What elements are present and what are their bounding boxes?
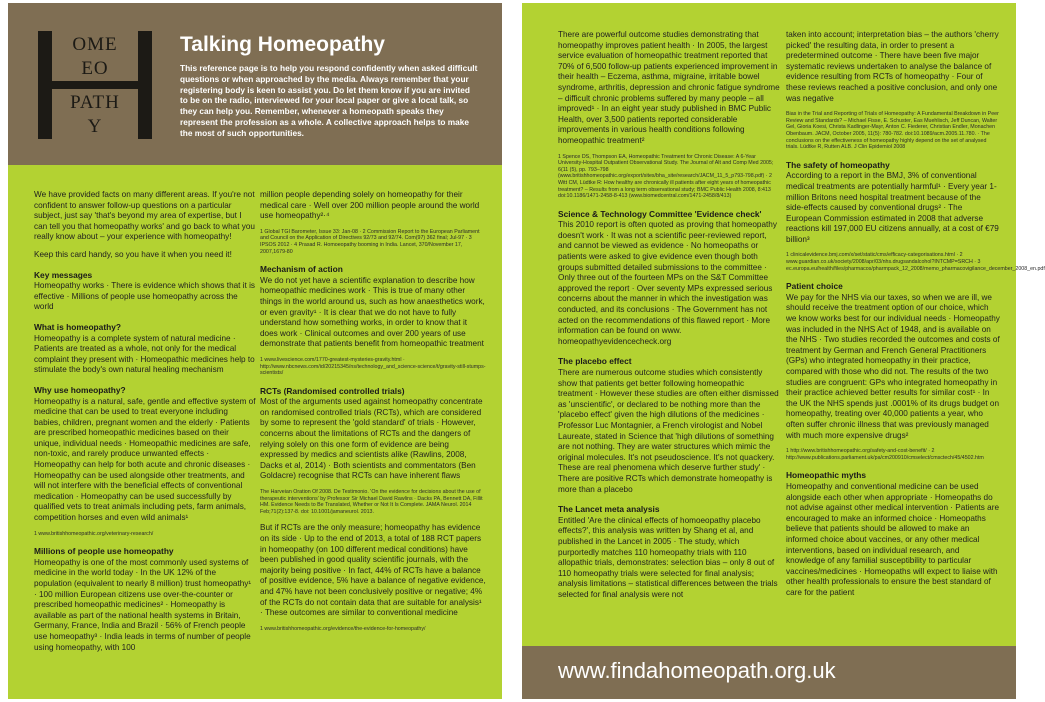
section-heading: What is homeopathy?: [34, 321, 122, 332]
footer-url: www.findahomeopath.org.uk: [558, 658, 836, 683]
reference: 1 clinicalevidence.bmj.com/x/set/static/cms/efficacy-categorisations.html · 2 www.guardian.co.uk/society/2008/apr/03/nhs.drugsandalcohol?INTCMP=SRCH · 3 ec.europa.eu/health/files/pharmacos/pharmpack_12_2008/memo_pharmacovigilance_december_2008_en.pdf: [786, 252, 1045, 272]
section-text: taken into account; interpretation bias – the authors 'cherry picked' the resulting data, in order to present a predetermined outcome · There have been five major systematic reviews undertaken to analyse the balance of evidence resulting from RCTs of homeopathy · Four of these reviews reached a positive conclusion, and only one was negative: [786, 30, 999, 103]
section-text: Most of the arguments used against homeopathy concentrate on randomised controlled trials (RCTs), which are considered by some to represent the 'gold standard' of trials · However, concerns about the limitations of RCTs and the dangers of relying solely on this one form of evidence are being expressed by medics and scientists alike (Rawlins, 2008, Dacks et al, 2014) · Both scientists and commentators (Ben Goldacre) recognise that RCTs can have inherent flaws: [260, 397, 483, 481]
section-heading: The placebo effect: [558, 356, 632, 367]
reference: 1 www.britishhomeopathic.org/evidence/the-evidence-for-homeopathy/: [260, 625, 426, 632]
keep-card-note: Keep this card handy, so you have it when you need it!: [34, 249, 232, 259]
reference: Bias in the Trial and Reporting of Trials of Homeopathy: A Fundamental Breakdown in Peer Review and Standards? – Michael Fisse, E. Schuster, Eas Muehlisch, Jeff Duncan, Walter Gel, Gioria Koesi, Christa Kadlinger-Mayr, Anton C. Fiederer, Christian Endler, Monachen Obenbaum. JACM, October 2005, 11(5): 780-782. doi:10.1089/acm.2005.11.780. · The conclusions on the effectiveness of homeopathy highly depend on the set of analysed trials. Lüdtke R, Rutten ALB. J Clin Epidemiol 2008: [786, 111, 999, 151]
section-text: Homeopathy is one of the most commonly used systems of medicine in the world today · In the UK 12% of the population (equivalent to nearly 8 million) trust homeopathy¹ · 100 million European citizens use over-the-counter or prescribed homeopathic medicines² · Homeopathy is available as part of the national health systems in Britain, Germany, France, India and Brazil · 56% of French people use homeopathy³ · India leads in terms of number of people using homeopathy, with 100: [34, 557, 252, 652]
reference: 1 Spence DS, Thompson EA, Homeopathic Treatment for Chronic Disease: A 6-Year University-Hospital Outpatient Observational Study. The Journal of Alt and Comp Med 2005; 6(11 (5), pp. 793–798 (www.britishhomeopathic.org/export/sites/bha_site/research/JACM_11_5_p793-798.pdf) · 2 Witt CM, Lüdtke R: How healthy are chronically ill patients after eight years of homeopathic treatment? – Results from a long term observational study; BMC Public Health 2008, 8:413 doi:10.1186/1471-2458-8-413 (www.biomedcentral.com/1471-2458/8/413): [558, 153, 774, 200]
reference: 1 Global TGI Barometer, Issue 33: Jan-08 · 2 Commission Report to the European Parliament and Council on the Application of Directives 92/73 and 92/74. Com(97) 362 final; Jul-97 · 3 IPSOS 2012 · 4 Prasad R. Homoeopathy booming in India. Lancet, 370/November 17, 2007,1679-80: [260, 228, 480, 255]
section-text: Homeopathy and conventional medicine can be used alongside each other when appropriate · Homeopaths do not advise against other medical intervention · Patients are encouraged to make an informed choice · Homeopaths believe that patients should be allowed to make an informed choice about vaccines, or any other medical interventions, based on individual research, and knowledge of any familial susceptibility to particular vaccines/medicines · Homeopaths will expect to liaise with other health professionals to ensure the best standard of care for the patient: [786, 481, 999, 597]
section-text: Homeopathy is a natural, safe, gentle and effective system of medicine that can be used to treat everyone including babies, children, pregnant women and the elderly · Patients are prescribed homeopathic medicines based on their unique, individual needs · Homeopathic medicines are safe, non-toxic, and rarely produce unwanted effects · Homeopathy can help for both acute and chronic diseases · Homeopathy can be used alongside other treatments, and will not interfere with the beneficial effects of conventional medication · Homeopathy can be used successfully by qualified vets to treat animals including pets, farm animals, competition horses and even wild animals¹: [34, 396, 256, 523]
section-heading: Why use homeopathy?: [34, 384, 126, 395]
page-title: Talking Homeopathy: [180, 33, 385, 56]
section-heading: Homeopathic myths: [786, 470, 867, 481]
right-column-2: [786, 30, 1045, 605]
section-text: We pay for the NHS via our taxes, so when we are ill, we should receive the treatment option of our choice, which we know works best for our individual needs · Homeopathy was included in the NHS Act of 1948, and is available on the NHS · Two studies recorded the outcomes and costs of treatment by German and French General Practitioners (GPs) who integrated homeopathy in their practice, compared with those who did not. The results of the two studies are congruent: GPs who integrated homeopathy in their practice achieved better results for similar cost¹ · In the UK the NHS spends just .0001% of its drugs budget on homeopathy, treating over 40,000 patients a year, who often suffer chronic illness that was previously managed with much more expensive drugs²: [786, 292, 1000, 440]
section-heading: Millions of people use homeopathy: [34, 546, 174, 557]
reference: 1 www.britishhomeopathic.org/veterinary-research/: [34, 530, 154, 537]
reference: 1 http://www.britishhomeopathic.org/safety-and-cost-benefit/ · 2 http://www.publications.parliament.uk/pa/cm200910/cmselect/cmsctech/45/4502.htm: [786, 448, 984, 461]
section-heading: Science & Technology Committee 'Evidence check': [558, 208, 762, 219]
section-text: But if RCTs are the only measure; homeopathy has evidence on its side · Up to the end of 2013, a total of 188 RCT papers in homeopathy (on 100 different medical conditions) have been published in good quality scientific journals, with the majority being positive · In fact, 44% of RCTs have a balance of positive evidence, 5% have a balance of negative evidence, and 47% have not been conclusively positive or negative; 4% of the RCTs do not contain data that are suitable for analysis¹ · These outcomes are similar to conventional medicine: [260, 523, 486, 618]
section-heading: Mechanism of action: [260, 264, 343, 275]
section-text: We do not yet have a scientific explanation to describe how homeopathic medicines work · This is true of many other things in the world around us, such as how anaesthetics work, or even gravity¹ · It is clear that we do not have to fully understand how something works, in order to know that it does work · Clinical outcomes and over 200 years of use demonstrate that patients benefit from homeopathic treatment: [260, 275, 485, 349]
section-text: Homeopathy works · There is evidence which shows that it is effective · Millions of people use homeopathy across the world: [34, 281, 256, 312]
section-text: According to a report in the BMJ, 3% of conventional medical treatments are potentially harmful¹ · Every year 1-million Britons need hospital treatment because of the side-effects caused by conventional drugs² · The European Commission estimated in 2008 that adverse reactions kill 197,000 EU citizens annually, at a cost of €79 billion³: [786, 171, 999, 244]
section-text: Entitled 'Are the clinical effects of homoeopathy placebo effects?', this analysis was written by Shang et al, and published in the Lancet in 2005 · The study, which purportedly matches 110 homeopathy trials with 110 allopathic trials, demonstrates: selection bias – only 8 out of 110 homeopathy trials were selected for final analysis; analysis limitations – statistical differences between the trials selected for final analysis were not: [558, 515, 778, 599]
section-heading: Key messages: [34, 269, 93, 280]
right-column-1: [558, 30, 780, 607]
intro-text: This reference page is to help you respond confidently when asked difficult questions or when approached by the media. Always remember that your registering body is keen to assist you. Do let them know if you are invited to be on the radio, interviewed for your local paper or give a local talk, so they can help you. Remember, whenever a homeopath speaks they represent the profession as a whole. A collective approach helps to make the most of such opportunities.: [180, 63, 478, 138]
left-page: [8, 3, 502, 699]
intro-paragraph: We have provided facts on many different areas. If you're not confident to answer follow-up questions on a particular subject, just say 'that's beyond my area of expertise, but I can tell you that homeopathy works' and go back to what you really know about – your experience with homeopathy!: [34, 190, 255, 242]
footer-band: [522, 646, 1016, 699]
section-heading: The Lancet meta analysis: [558, 504, 660, 515]
homeopathy-logo: OME EO PATH Y: [38, 31, 152, 139]
header-band: [8, 3, 502, 165]
section-heading: RCTs (Randomised controlled trials): [260, 385, 405, 396]
left-column-1: [34, 190, 256, 660]
section-heading: Patient choice: [786, 281, 843, 292]
left-column-2: [260, 190, 486, 640]
section-text: million people depending solely on homeopathy for their medical care · Well over 200 million people around the world use homeopathy²·⁴: [260, 190, 480, 221]
right-page: [522, 3, 1045, 699]
section-text: Homeopathy is a complete system of natural medicine · Patients are treated as a whole, not only for the medical complaint they present with · Homeopathic medicines help to stimulate the body's own natural healing mechanism: [34, 333, 255, 375]
reference: 1 www.livescience.com/1770-greatest-mysteries-gravity.html · http://www.nbcnews.com/id/20215345/ns/technology_and_science-science/t/gravity-still-stumps-scientists/: [260, 356, 486, 377]
section-heading: The safety of homeopathy: [786, 159, 890, 170]
section-text: There are numerous outcome studies which consistently show that patients get better following homeopathic treatment · However these studies are often either dismissed as 'unscientific', or declared to be nothing more than the 'placebo effect' given the high dilutions of the medicines · Professor Luc Montagnier, a French virologist and Nobel Laureate, stated in Science that 'high dilutions of something are not nothing. They are water structures which mimic the original molecules. It's not pseudoscience. It's not quackery. These are real phenomena which deserve further study' · There are positive RCTs which demonstrate homeopathy is more than a placebo: [558, 368, 779, 494]
reference: The Harveian Oration Of 2008. De Testimonio. 'On the evidence for decisions about the use of therapeutic interventions' by Professor Sir Michael David Rawlins · Dacks PA, Bennett DA, Fillit HM. Evidence Needs to Be Translated, Whether or Not It Is Complete. JAMA Neurol. 2014 Feb;71(2):137-8. doi: 10.1001/jamaneurol. 2013.: [260, 489, 483, 515]
section-text: This 2010 report is often quoted as proving that homeopathy doesn't work · It was not a scientific peer-reviewed report, and cannot be viewed as evidence · No homeopaths or patients were asked to give evidence even though both groups submitted detailed submissions to the committee · Only three out of the fourteen MPs on the S&T Committee approved the report · Over seventy MPs expressed serious concerns about the manner in which the investigation was conducted, and its conclusions · The Government has not acted on the recommendations of this flawed report · More information can be found on www. homeopathyevidencecheck.org: [558, 220, 777, 346]
section-text: There are powerful outcome studies demonstrating that homeopathy improves patient health · In 2005, the largest service evaluation of homeopathic treatment reported that 70% of 6,500 follow-up patients experienced improvement in their health – Eczema, asthma, migraine, irritable bowel syndrome, arthritis, depression and chronic fatigue syndrome – difficult chronic problems suffered by many people – all improved¹ · In an eight year study published in BMC Public Health, over 3,500 patients reported considerable improvements in various health conditions following homeopathic treatment²: [558, 30, 780, 145]
